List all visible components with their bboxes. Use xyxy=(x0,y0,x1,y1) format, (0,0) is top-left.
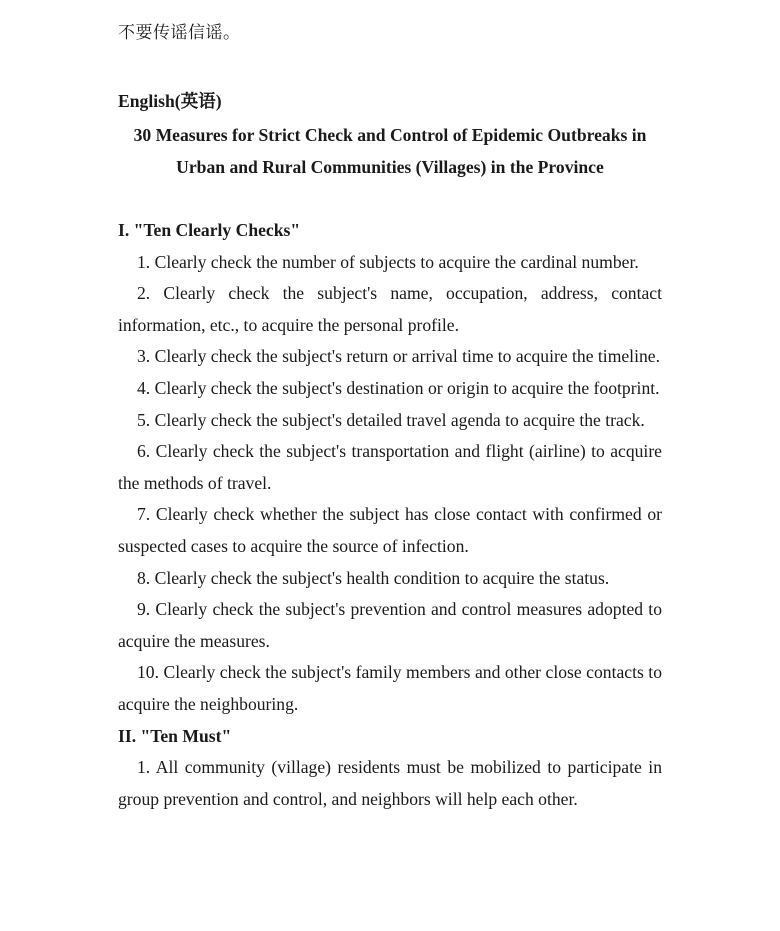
list-item: 10. Clearly check the subject's family members and other close contacts to acquire the neighbouring. xyxy=(118,662,662,714)
list-item: 9. Clearly check the subject's prevention and control measures adopted to acquire the measures. xyxy=(118,599,662,651)
document-title xyxy=(118,120,662,183)
list-item: 1. Clearly check the number of subjects to acquire the cardinal number. xyxy=(137,251,639,272)
title-line-1: 30 Measures for Strict Check and Control of Epidemic Outbreaks in xyxy=(133,125,647,145)
section-heading-1: I. "Ten Clearly Checks" xyxy=(118,220,301,240)
list-item: 4. Clearly check the subject's destination or origin to acquire the footprint. xyxy=(137,377,660,398)
list-item: 6. Clearly check the subject's transportation and flight (airline) to acquire the methods of travel. xyxy=(118,441,662,493)
chinese-warning-line: 不要传谣信谣。 xyxy=(118,23,241,43)
list-item: 7. Clearly check whether the subject has close contact with confirmed or suspected cases to acquire the source of infection. xyxy=(118,504,662,556)
list-item: 8. Clearly check the subject's health condition to acquire the status. xyxy=(137,567,610,588)
list-item: 3. Clearly check the subject's return or arrival time to acquire the timeline. xyxy=(137,346,660,367)
section-ten-clearly-checks xyxy=(118,215,662,815)
list-item: 5. Clearly check the subject's detailed travel agenda to acquire the track. xyxy=(137,409,645,430)
list-item: 1. All community (village) residents must be mobilized to participate in group prevention and control, and neighbors will help each other. xyxy=(118,757,662,809)
title-line-2: Urban and Rural Communities (Villages) in the Province xyxy=(176,156,604,177)
section-heading-2: II. "Ten Must" xyxy=(118,725,232,746)
list-item: 2. Clearly check the subject's name, occupation, address, contact information, etc., to acquire the personal profile. xyxy=(118,283,662,335)
language-heading: English(英语) xyxy=(118,91,222,111)
